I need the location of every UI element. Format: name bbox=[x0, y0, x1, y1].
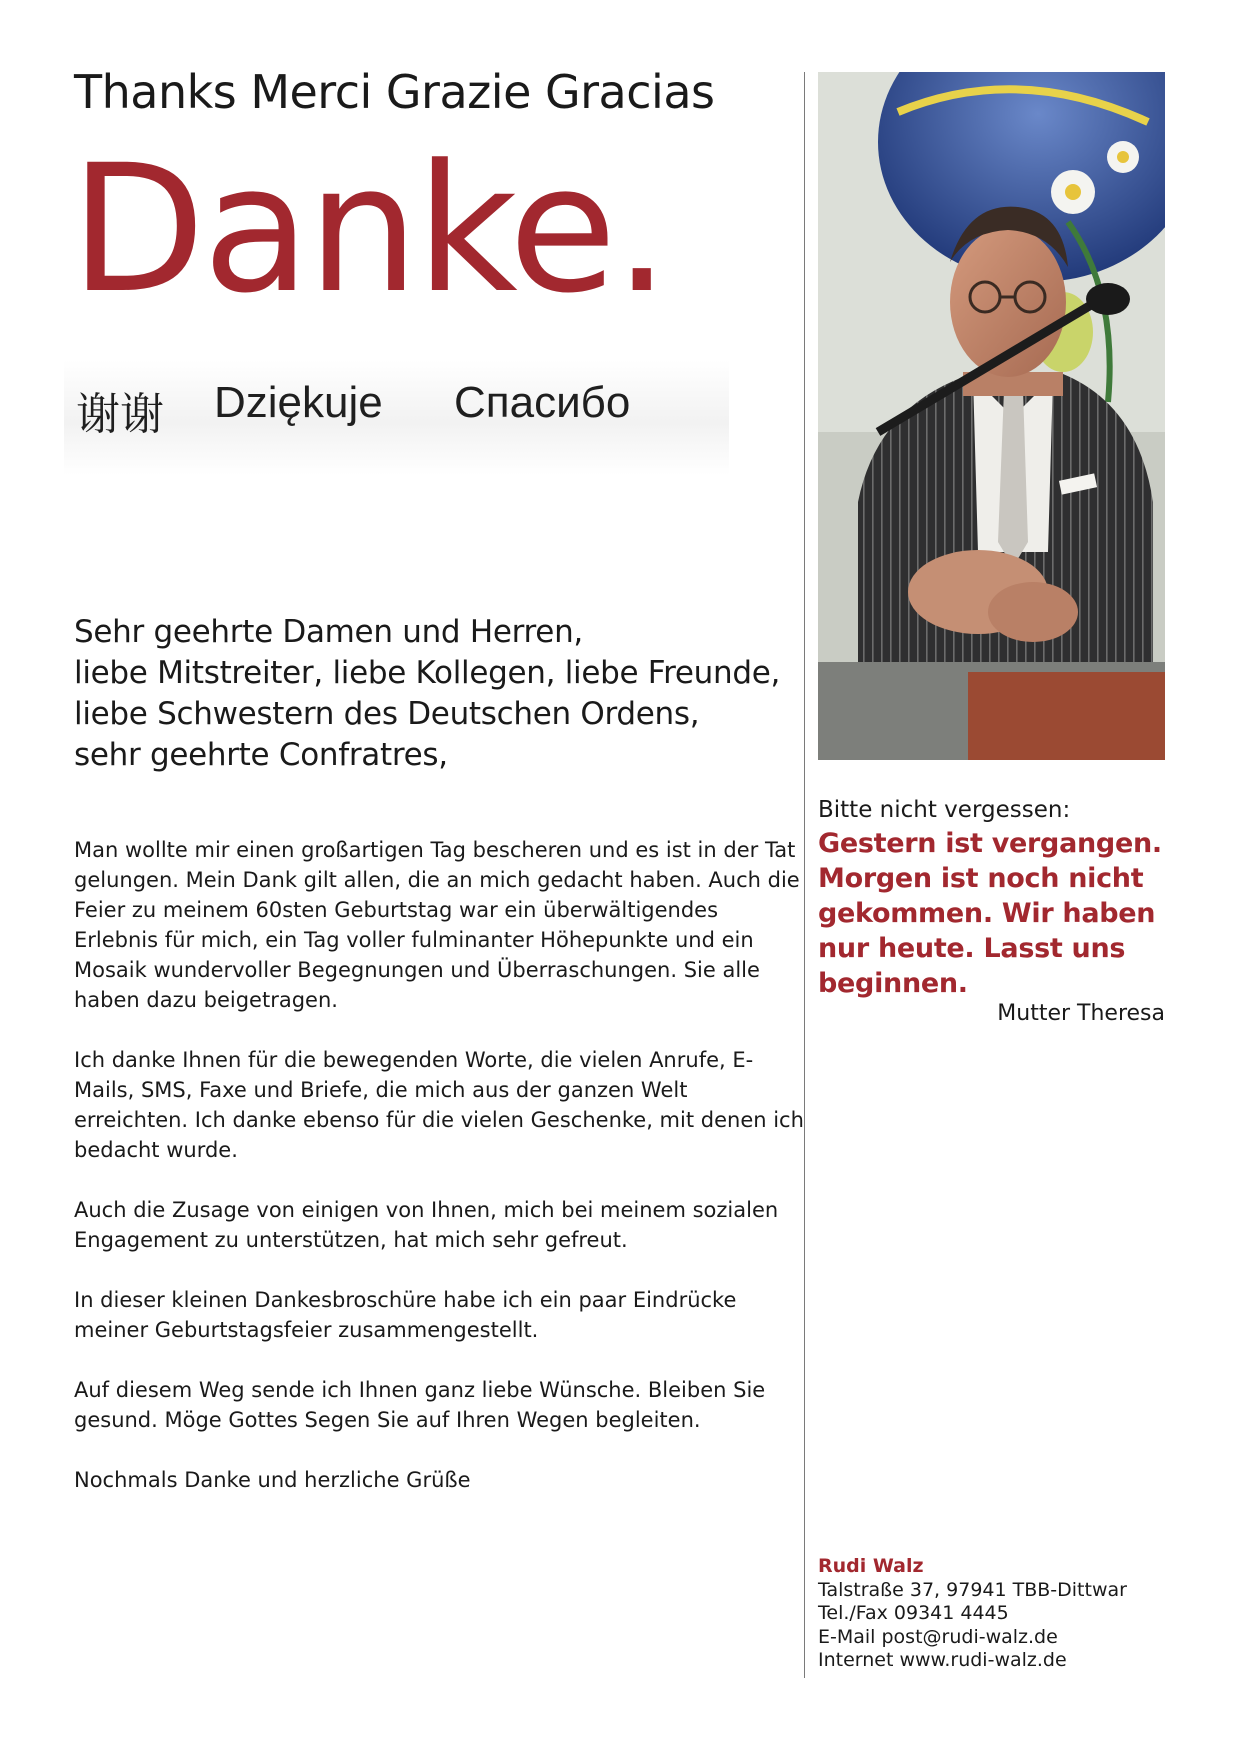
body-paragraph: Auch die Zusage von einigen von Ihnen, mich bei meinem sozialen Engagement zu unterstützen, hat mich sehr gefreut. bbox=[74, 1198, 779, 1252]
body-paragraph: Ich danke Ihnen für die bewegenden Worte, die vielen Anrufe, E-Mails, SMS, Faxe und Briefe, die mich aus der ganzen Welt erreichten. Ich danke ebenso für die vielen Geschenke, mit denen ich bedacht wurde. bbox=[74, 1048, 804, 1162]
salutation-line: liebe Schwestern des Deutschen Ordens, bbox=[74, 696, 700, 732]
column-divider bbox=[804, 72, 805, 1678]
reminder-label: Bitte nicht vergessen: bbox=[818, 797, 1071, 823]
speaker-photo bbox=[818, 72, 1165, 760]
thanks-polish: Dziękuje bbox=[214, 378, 383, 427]
contact-web: Internet www.rudi-walz.de bbox=[818, 1649, 1067, 1671]
salutation-block bbox=[74, 612, 780, 776]
salutation-line: liebe Mitstreiter, liebe Kollegen, liebe Freunde, bbox=[74, 655, 781, 691]
thanks-russian: Спасибо bbox=[454, 378, 631, 427]
quote-author: Mutter Theresa bbox=[997, 1001, 1165, 1026]
body-paragraph: In dieser kleinen Dankesbroschüre habe ich ein paar Eindrücke meiner Geburtstagsfeier zusammengestellt. bbox=[74, 1288, 737, 1342]
language-strip bbox=[64, 360, 729, 475]
body-paragraph: Auf diesem Weg sende ich Ihnen ganz liebe Wünsche. Bleiben Sie gesund. Möge Gottes Segen Sie auf Ihren Wegen begleiten. bbox=[74, 1378, 766, 1432]
page-title: Danke. bbox=[70, 127, 667, 332]
contact-phone: Tel./Fax 09341 4445 bbox=[818, 1602, 1009, 1624]
body-paragraph: Man wollte mir einen großartigen Tag bescheren und es ist in der Tat gelungen. Mein Dank gilt allen, die an mich gedacht haben. Auch die Feier zu meinem 60sten Geburtstag war ein überwältigendes Erlebnis für mich, ein Tag voller fulminanter Höhepunkte und ein Mosaik wundervoller Begegnungen und Überraschungen. Sie alle haben dazu beigetragen. bbox=[74, 838, 800, 1012]
salutation-line: sehr geehrte Confratres, bbox=[74, 737, 448, 773]
letter-body bbox=[74, 835, 804, 1495]
quote-text: Gestern ist vergangen. Morgen ist noch nicht gekommen. Wir haben nur heute. Lasst uns beginnen. bbox=[818, 828, 1162, 999]
salutation-line: Sehr geehrte Damen und Herren, bbox=[74, 614, 583, 650]
thanks-chinese: 谢谢 bbox=[76, 390, 164, 439]
closing-line: Nochmals Danke und herzliche Grüße bbox=[74, 1468, 471, 1492]
contact-email: E-Mail post@rudi-walz.de bbox=[818, 1625, 1058, 1648]
contact-address: Talstraße 37, 97941 TBB-Dittwar bbox=[818, 1578, 1127, 1601]
speaker-portrait-image bbox=[818, 72, 1165, 760]
multilingual-thanks-line: Thanks Merci Grazie Gracias bbox=[74, 65, 715, 119]
contact-name: Rudi Walz bbox=[818, 1555, 924, 1577]
contact-block bbox=[818, 1555, 1127, 1673]
